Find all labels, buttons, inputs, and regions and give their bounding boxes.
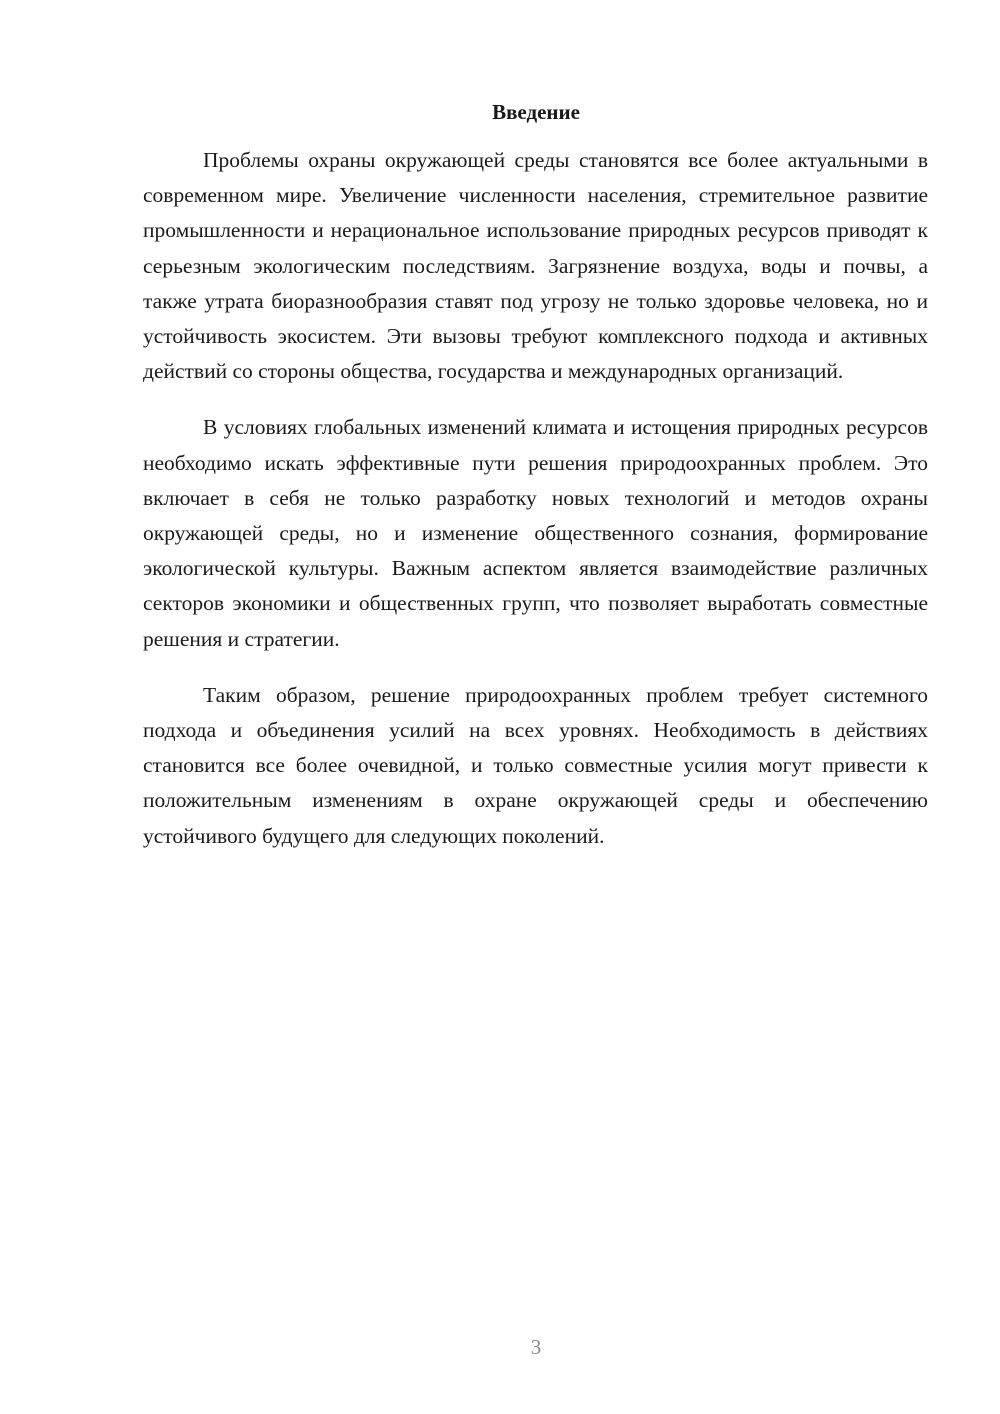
paragraph-1: Проблемы охраны окружающей среды становятся все более актуальными в современном мире. Увеличение численности населения, стремительное развитие промышленности и нерациональное использование природных ресурсов приводят к серьезным экологическим последствиям. Загрязнение воздуха, воды и почвы, а также утрата биоразнообразия ставят под угрозу не только здоровье человека, но и устойчивость экосистем. Эти вызовы требуют комплексного подхода и активных действий со стороны общества, государства и международных организаций. [143,148,928,384]
section-heading: Введение [492,100,580,124]
page-number: 3 [530,1335,542,1359]
paragraph-3: Таким образом, решение природоохранных проблем требует системного подхода и объединения усилий на всех уровнях. Необходимость в действиях становится все более очевидной, и только совместные усилия могут привести к положительным изменениям в охране окружающей среды и обеспечению устойчивого будущего для следующих поколений. [143,682,928,848]
body-text [143,143,928,875]
paragraph-2: В условиях глобальных изменений климата и истощения природных ресурсов необходимо искать эффективные пути решения природоохранных проблем. Это включает в себя не только разработку новых технологий и методов охраны окружающей среды, но и изменение общественного сознания, формирование экологической культуры. Важным аспектом является взаимодействие различных секторов экономики и общественных групп, что позволяет выработать совместные решения и стратегии. [143,415,928,651]
